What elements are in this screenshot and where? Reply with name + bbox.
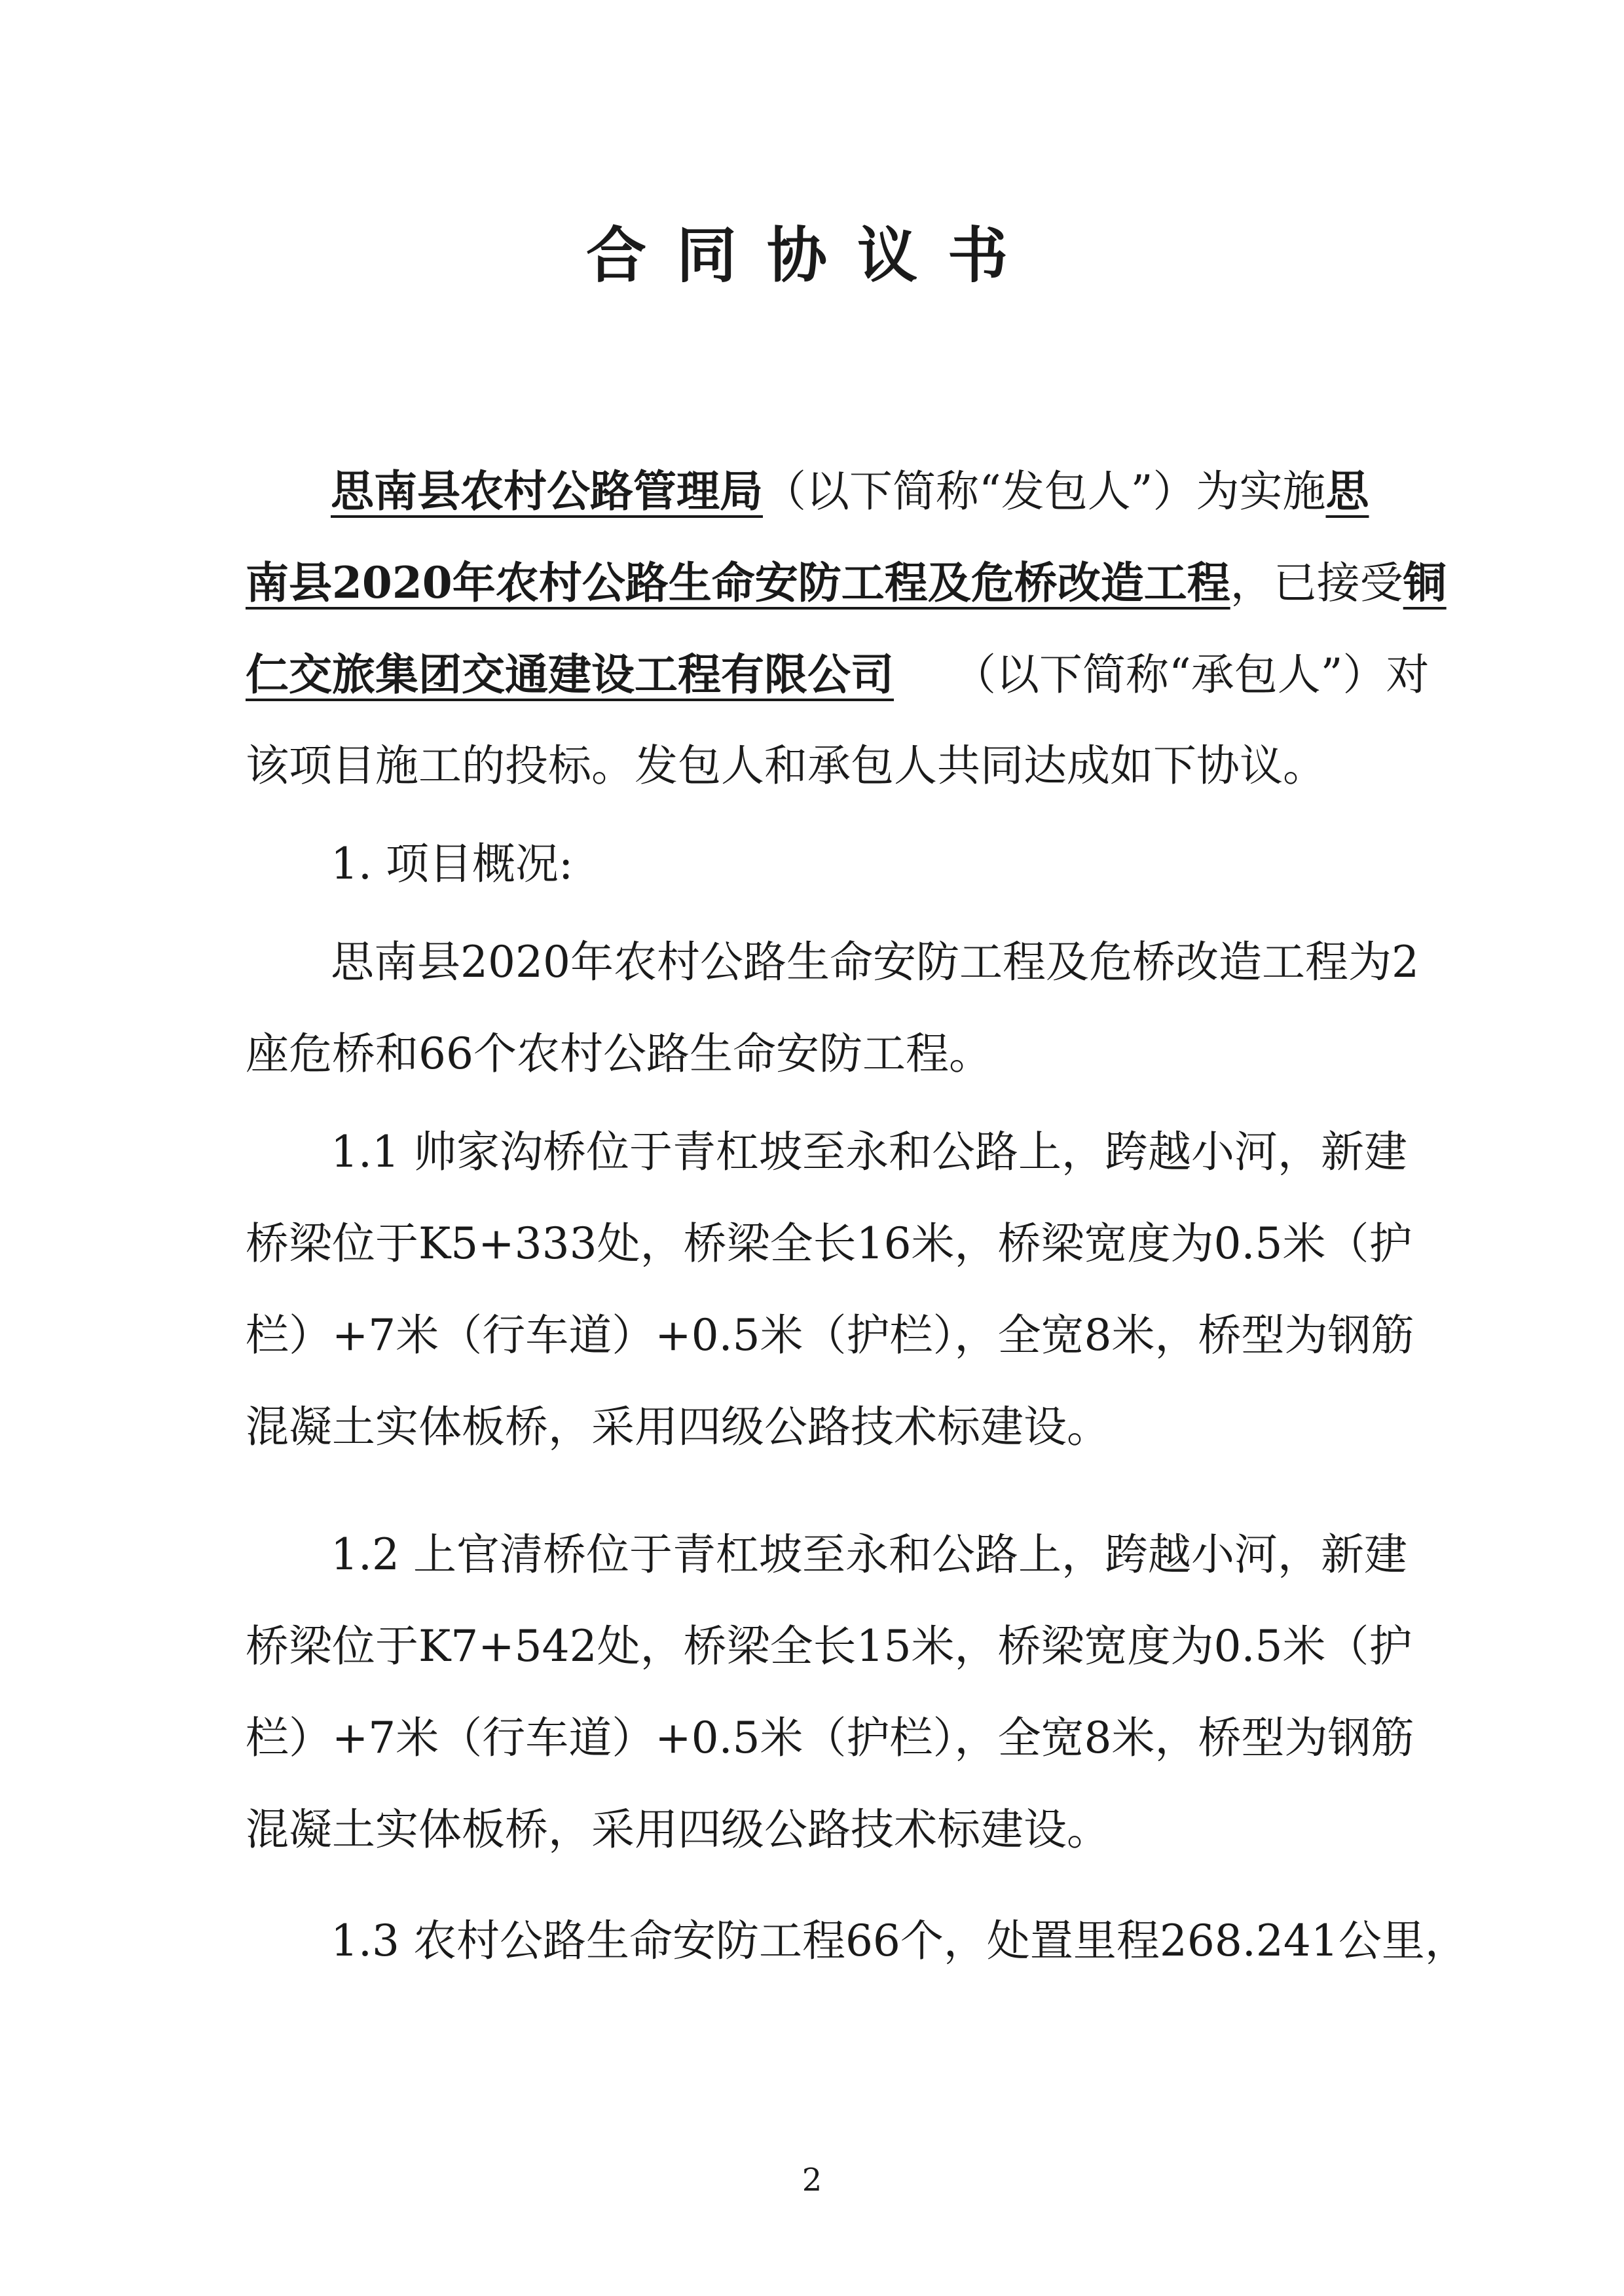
item-1-1-line-3: 栏）+7米（行车道）+0.5米（护栏），全宽8米，桥型为钢筋 xyxy=(246,1310,1414,1360)
item-1-2-line-1: 1.2 上官清桥位于青杠坡至永和公路上，跨越小河，新建 xyxy=(331,1529,1407,1580)
intro-text-2: ，已接受 xyxy=(1230,558,1403,608)
intro-line-1 xyxy=(331,458,1483,524)
overview-line-2: 座危桥和66个农村公路生命安防工程。 xyxy=(246,1029,992,1079)
item-1-1-line-1: 1.1 帅家沟桥位于青杠坡至永和公路上，跨越小河，新建 xyxy=(331,1127,1407,1177)
project-name-part-2: 南县2020年农村公路生命安防工程及危桥改造工程 xyxy=(246,557,1230,608)
section-1-heading: 1. 项目概况: xyxy=(331,839,574,889)
item-1-1-line-2: 桥梁位于K5+333处，桥梁全长16米，桥梁宽度为0.5米（护 xyxy=(246,1218,1412,1269)
item-1-1-line-4: 混凝土实体板桥，采用四级公路技术标建设。 xyxy=(246,1402,1110,1452)
intro-text-3: （以下简称“承包人”）对 xyxy=(953,649,1430,700)
contractor-name-part-2: 仁交旅集团交通建设工程有限公司 xyxy=(246,649,894,700)
intro-line-4: 该项目施工的投标。发包人和承包人共同达成如下协议。 xyxy=(246,740,1326,791)
intro-line-3 xyxy=(246,642,1430,708)
item-1-3-line-1: 1.3 农村公路生命安防工程66个，处置里程268.241公里， xyxy=(331,1916,1468,1966)
contractor-name-part-1: 铜 xyxy=(1403,557,1447,608)
item-1-2-line-3: 栏）+7米（行车道）+0.5米（护栏），全宽8米，桥型为钢筋 xyxy=(246,1713,1414,1763)
item-1-2-line-2: 桥梁位于K7+542处，桥梁全长15米，桥梁宽度为0.5米（护 xyxy=(246,1621,1412,1671)
overview-line-1: 思南县2020年农村公路生命安防工程及危桥改造工程为2 xyxy=(331,937,1419,987)
employer-name: 思南县农村公路管理局 xyxy=(331,465,763,517)
item-1-2-line-4: 混凝土实体板桥，采用四级公路技术标建设。 xyxy=(246,1804,1110,1855)
intro-line-2 xyxy=(246,550,1447,616)
intro-text-1: （以下简称“发包人”）为实施 xyxy=(763,466,1326,517)
document-title: 合同协议书 xyxy=(585,220,1038,291)
page-number: 2 xyxy=(802,2162,822,2198)
project-name-part-1: 思 xyxy=(1325,465,1369,517)
